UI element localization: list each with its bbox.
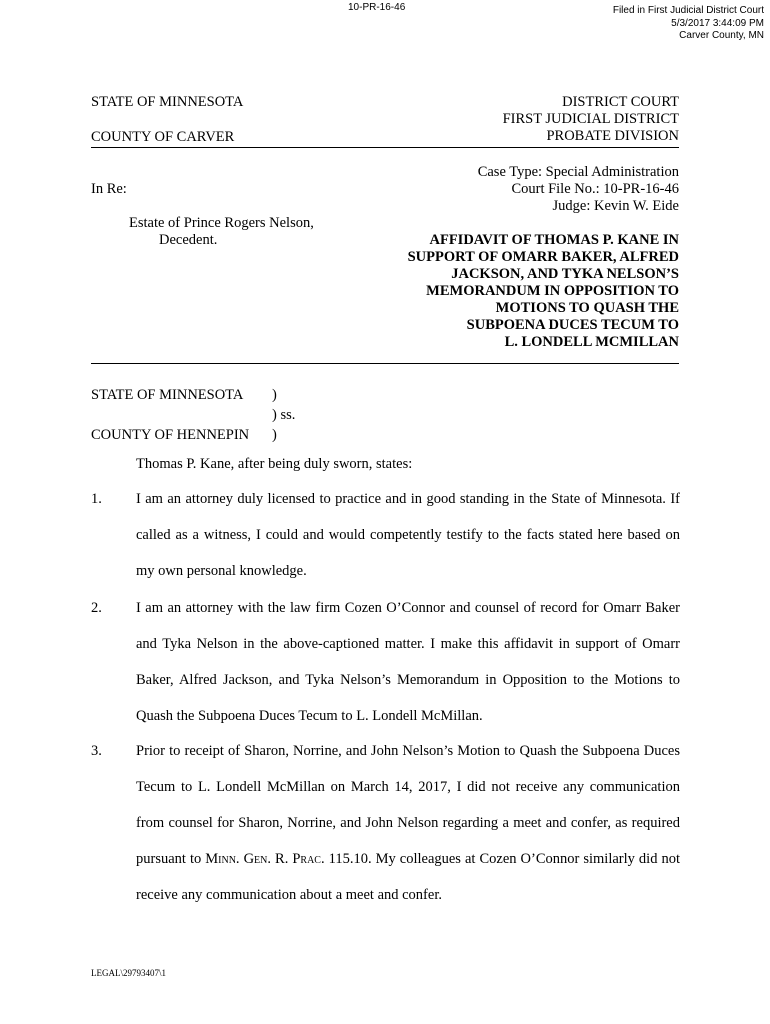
paragraph-2	[91, 590, 680, 734]
paragraph-text	[136, 733, 680, 913]
in-re-label: In Re:	[91, 181, 127, 197]
paragraph-text: I am an attorney with the law firm Cozen O’Connor and counsel of record for Omarr Baker and Tyka Nelson in the above-captioned matter. I make this affidavit in support of Omarr Baker, Alfred Jackson, and Tyka Nelson’s Memorandum in Opposition to the Motions to Quash the Subpoena Duces Tecum to L. Londell McMillan.	[136, 600, 680, 724]
filed-stamp	[613, 5, 764, 43]
court-file-number: Court File No.: 10-PR-16-46	[511, 181, 679, 197]
venue-county: COUNTY OF HENNEPIN	[91, 427, 250, 443]
paragraph-3	[91, 733, 680, 913]
title-divider	[91, 363, 679, 364]
title-line: MEMORANDUM IN OPPOSITION TO	[426, 283, 679, 299]
court-line-district: DISTRICT COURT	[562, 94, 679, 110]
venue-ss: ) ss.	[272, 407, 296, 423]
paragraph-1	[91, 481, 680, 589]
decedent-label: Decedent.	[159, 232, 218, 248]
title-line: MOTIONS TO QUASH THE	[495, 300, 679, 316]
document-title	[408, 232, 679, 351]
rule-citation: Minn. Gen. R. Prac. 115.10	[205, 851, 368, 867]
venue-paren: )	[272, 427, 277, 443]
filed-stamp-county: Carver County, MN	[679, 30, 764, 41]
document-id-footer: LEGAL\29793407\1	[91, 968, 166, 978]
venue-state: STATE OF MINNESOTA	[91, 387, 244, 403]
case-type: Case Type: Special Administration	[477, 164, 679, 180]
caption-state: STATE OF MINNESOTA	[91, 94, 244, 110]
caption-divider	[91, 147, 679, 148]
paragraph-text-part: . My colleagues at Cozen O’Connor similarly did not receive any communication about a meet and confer.	[136, 851, 680, 903]
estate-name: Estate of Prince Rogers Nelson,	[129, 215, 314, 231]
filed-stamp-datetime: 5/3/2017 3:44:09 PM	[671, 17, 764, 29]
title-line: SUPPORT OF OMARR BAKER, ALFRED	[407, 249, 679, 265]
paragraph-number: 2.	[91, 600, 102, 616]
judge-name: Judge: Kevin W. Eide	[552, 198, 679, 214]
caption-county: COUNTY OF CARVER	[91, 129, 235, 145]
paragraph-number: 3.	[91, 743, 102, 759]
paragraph-number: 1.	[91, 491, 102, 507]
paragraph-text-part: Prior to receipt of Sharon, Norrine, and John Nelson’s Motion to Quash the Subpoena Duces Tecum to L. Londell McMillan on March 14, 2017, I did not receive any communication from counsel for Sharon, Norrine, and John Nelson regarding a meet and confer, as required pursuant to	[136, 743, 680, 867]
file-number-stamp: 10-PR-16-46	[348, 2, 406, 13]
title-line: JACKSON, AND TYKA NELSON’S	[451, 266, 679, 282]
title-line: AFFIDAVIT OF THOMAS P. KANE IN	[429, 232, 679, 248]
title-line: L. LONDELL MCMILLAN	[504, 334, 679, 350]
title-line: SUBPOENA DUCES TECUM TO	[466, 317, 679, 333]
paragraph-text: I am an attorney duly licensed to practice and in good standing in the State of Minnesota. If called as a witness, I could and would competently testify to the facts stated here based on my own personal knowledge.	[136, 491, 680, 579]
affiant-intro: Thomas P. Kane, after being duly sworn, states:	[136, 456, 413, 472]
court-line-division: PROBATE DIVISION	[546, 128, 679, 144]
venue-block	[91, 385, 296, 445]
case-info-block	[478, 164, 679, 215]
court-name-block	[503, 94, 679, 145]
filed-stamp-court: Filed in First Judicial District Court	[612, 5, 764, 16]
court-line-judicial-district: FIRST JUDICIAL DISTRICT	[502, 111, 679, 127]
venue-paren: )	[272, 387, 277, 403]
